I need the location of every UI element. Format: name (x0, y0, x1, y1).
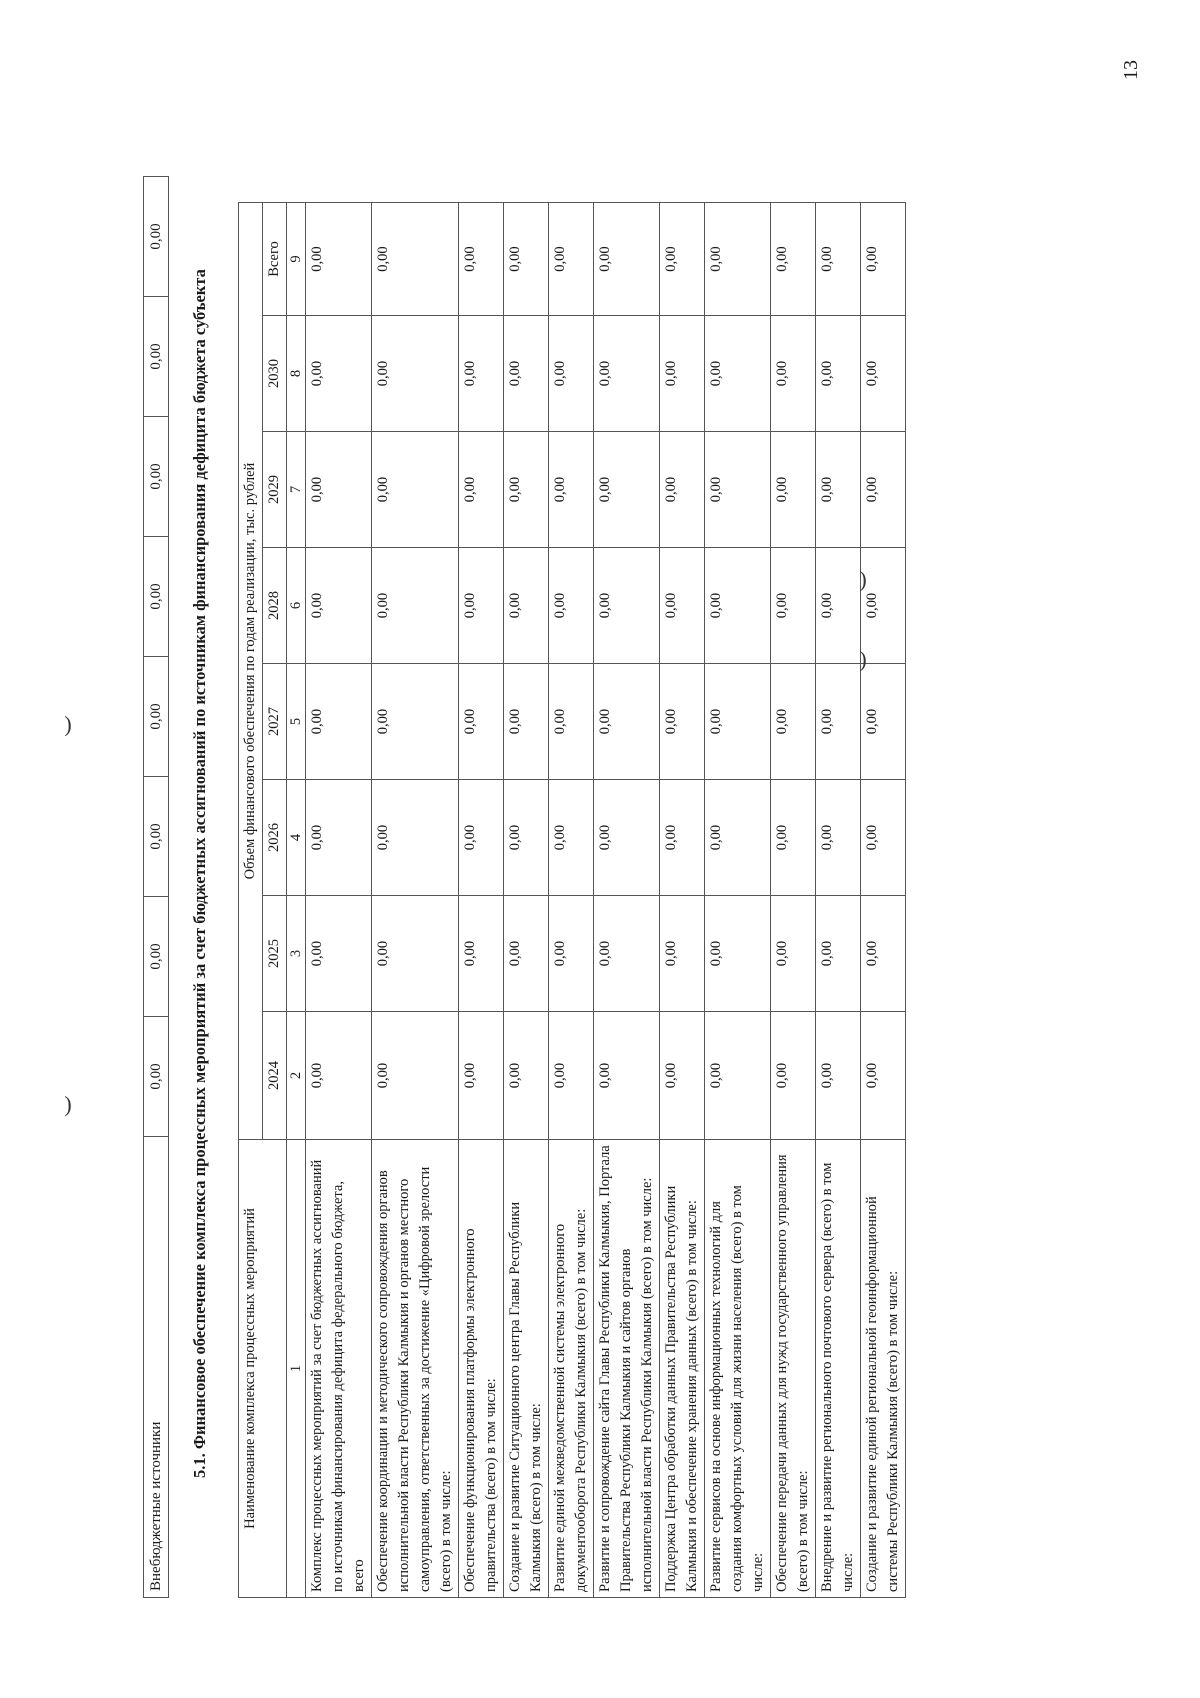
row-value: 0,00 (705, 896, 771, 1012)
row-value: 0,00 (705, 203, 771, 316)
row-value: 0,00 (459, 548, 504, 664)
row-value: 0,00 (705, 316, 771, 432)
row-value: 0,00 (459, 780, 504, 896)
row-value: 0,00 (459, 664, 504, 780)
row-name: Комплекс процессных мероприятий за счет бюджетных ассигнований по источникам финансирования дефицита федерального бюджета, всего (306, 1140, 372, 1598)
row-value: 0,00 (861, 1012, 906, 1140)
row-value: 0,00 (594, 1012, 660, 1140)
row-value: 0,00 (549, 203, 594, 316)
row-name: Развитие сервисов на основе информационных технологий для создания комфортных условий для жизни населения (всего) в том числе: (705, 1140, 771, 1598)
row-value: 0,00 (660, 1012, 705, 1140)
row-value: 0,00 (306, 1012, 372, 1140)
section-heading: 5.1. Финансовое обеспечение комплекса процессных мероприятий за счет бюджетных ассигнований по источникам финансирования дефицита бюджета субъекта (190, 269, 209, 1478)
row-value: 0,00 (459, 1012, 504, 1140)
row-value: 0,00 (816, 1012, 861, 1140)
table-row (459, 203, 504, 1598)
row-value: 0,00 (459, 896, 504, 1012)
row-value: 0,00 (372, 432, 459, 548)
row-value: 0,00 (504, 664, 549, 780)
column-index: 1 (287, 1140, 306, 1598)
row-value: 0,00 (660, 432, 705, 548)
table-row (372, 203, 459, 1598)
row-name: Создание и развитие единой региональной геоинформационной системы Республики Калмыкия (всего) в том числе: (861, 1140, 906, 1598)
row-name: Обеспечение координации и методического сопровождения органов исполнительной власти Республики Калмыкия и органов местного самоуправления, ответственных за достижение «Цифровой зрелости (всего) в том числе: (372, 1140, 459, 1598)
row-value: 0,00 (459, 432, 504, 548)
row-value: 0,00 (306, 432, 372, 548)
year-header: 2024 (263, 1012, 287, 1140)
row-value: 0,00 (771, 1012, 816, 1140)
row-value: 0,00 (816, 316, 861, 432)
row-value: 0,00 (771, 432, 816, 548)
row-value: 0,00 (816, 664, 861, 780)
scan-mark: ) (64, 1091, 72, 1117)
year-header: Всего (263, 203, 287, 316)
row-value: 0,00 (816, 432, 861, 548)
row-value: 0,00 (861, 203, 906, 316)
row-value: 0,00 (372, 1012, 459, 1140)
row-value: 0,00 (771, 896, 816, 1012)
row-value: 0,00 (594, 203, 660, 316)
row-value: 0,00 (504, 1012, 549, 1140)
row-value: 0,00 (306, 780, 372, 896)
row-value: 0,00 (549, 1012, 594, 1140)
row-value: 0,00 (504, 780, 549, 896)
row-value: 0,00 (549, 432, 594, 548)
row-name: Развитие и сопровождение сайта Главы Республики Калмыкия, Портала Правительства Республики Калмыкия и сайтов органов исполнительной власти Республики Калмыкия (всего) в том числе: (594, 1140, 660, 1598)
scan-mark: ) (64, 711, 72, 737)
row-value: 0,00 (549, 316, 594, 432)
scan-mark: ) (859, 646, 867, 672)
row-value: 0,00 (771, 548, 816, 664)
header-name: Наименование комплекса процессных мероприятий (239, 1140, 287, 1598)
table-row (594, 203, 660, 1598)
year-header: 2030 (263, 316, 287, 432)
table-row (504, 203, 549, 1598)
scan-mark: ) (859, 566, 867, 592)
row-value: 0,00 (771, 664, 816, 780)
off-budget-value: 0,00 (144, 537, 169, 657)
row-value: 0,00 (594, 664, 660, 780)
off-budget-value: 0,00 (144, 297, 169, 417)
row-value: 0,00 (504, 548, 549, 664)
row-value: 0,00 (705, 780, 771, 896)
row-value: 0,00 (549, 780, 594, 896)
row-value: 0,00 (705, 432, 771, 548)
row-value: 0,00 (594, 780, 660, 896)
row-value: 0,00 (594, 548, 660, 664)
table-row (771, 203, 816, 1598)
row-value: 0,00 (459, 203, 504, 316)
row-value: 0,00 (861, 780, 906, 896)
row-value: 0,00 (660, 203, 705, 316)
row-value: 0,00 (771, 203, 816, 316)
off-budget-value: 0,00 (144, 1017, 169, 1137)
off-budget-row (143, 176, 169, 1598)
year-header: 2028 (263, 548, 287, 664)
row-value: 0,00 (594, 316, 660, 432)
row-value: 0,00 (594, 896, 660, 1012)
row-value: 0,00 (660, 548, 705, 664)
row-value: 0,00 (372, 548, 459, 664)
row-value: 0,00 (660, 316, 705, 432)
year-header: 2026 (263, 780, 287, 896)
row-value: 0,00 (372, 203, 459, 316)
financing-table (238, 202, 906, 1598)
row-value: 0,00 (372, 664, 459, 780)
table-row (549, 203, 594, 1598)
row-name: Развитие единой межведомственной системы электронного документооборота Республики Калмыкия (всего) в том числе: (549, 1140, 594, 1598)
row-value: 0,00 (861, 548, 906, 664)
year-header: 2029 (263, 432, 287, 548)
row-value: 0,00 (504, 203, 549, 316)
row-name: Внедрение и развитие регионального почтового сервера (всего) в том числе: (816, 1140, 861, 1598)
column-index: 9 (287, 203, 306, 316)
column-index: 3 (287, 896, 306, 1012)
row-value: 0,00 (816, 780, 861, 896)
row-value: 0,00 (306, 203, 372, 316)
row-value: 0,00 (816, 896, 861, 1012)
row-name: Обеспечение передачи данных для нужд государственного управления (всего) в том числе: (771, 1140, 816, 1598)
row-value: 0,00 (705, 1012, 771, 1140)
column-index: 5 (287, 664, 306, 780)
row-value: 0,00 (372, 896, 459, 1012)
off-budget-label: Внебюджетные источники (144, 1137, 169, 1598)
row-value: 0,00 (372, 316, 459, 432)
year-header: 2027 (263, 664, 287, 780)
row-value: 0,00 (660, 780, 705, 896)
row-value: 0,00 (771, 316, 816, 432)
row-value: 0,00 (660, 896, 705, 1012)
row-value: 0,00 (771, 780, 816, 896)
column-index: 2 (287, 1012, 306, 1140)
row-value: 0,00 (549, 548, 594, 664)
row-value: 0,00 (306, 896, 372, 1012)
row-value: 0,00 (660, 664, 705, 780)
off-budget-value: 0,00 (144, 657, 169, 777)
row-value: 0,00 (372, 780, 459, 896)
off-budget-value: 0,00 (144, 777, 169, 897)
table-row (660, 203, 705, 1598)
row-value: 0,00 (504, 432, 549, 548)
row-name: Обеспечение функционирования платформы электронного правительства (всего) в том числе: (459, 1140, 504, 1598)
row-value: 0,00 (504, 896, 549, 1012)
row-value: 0,00 (306, 664, 372, 780)
column-index: 6 (287, 548, 306, 664)
column-index: 7 (287, 432, 306, 548)
row-value: 0,00 (549, 896, 594, 1012)
column-index: 8 (287, 316, 306, 432)
row-value: 0,00 (504, 316, 549, 432)
row-value: 0,00 (861, 432, 906, 548)
row-value: 0,00 (861, 896, 906, 1012)
table-row (816, 203, 861, 1598)
off-budget-value: 0,00 (144, 417, 169, 537)
row-name: Поддержка Центра обработки данных Правительства Республики Калмыкия и обеспечение хранения данных (всего) в том числе: (660, 1140, 705, 1598)
table-row (306, 203, 372, 1598)
row-value: 0,00 (816, 203, 861, 316)
off-budget-value: 0,00 (144, 177, 169, 297)
row-value: 0,00 (594, 432, 660, 548)
off-budget-value: 0,00 (144, 897, 169, 1017)
page-number: 13 (1120, 60, 1142, 80)
year-header: 2025 (263, 896, 287, 1012)
row-value: 0,00 (306, 548, 372, 664)
header-group: Объем финансового обеспечения по годам реализации, тыс. рублей (239, 203, 263, 1140)
row-value: 0,00 (705, 548, 771, 664)
row-value: 0,00 (549, 664, 594, 780)
row-value: 0,00 (816, 548, 861, 664)
table-row (861, 203, 906, 1598)
row-value: 0,00 (861, 316, 906, 432)
table-row (705, 203, 771, 1598)
column-index: 4 (287, 780, 306, 896)
row-value: 0,00 (705, 664, 771, 780)
row-value: 0,00 (459, 316, 504, 432)
row-name: Создание и развитие Ситуационного центра Главы Республики Калмыкия (всего) в том числе: (504, 1140, 549, 1598)
row-value: 0,00 (306, 316, 372, 432)
row-value: 0,00 (861, 664, 906, 780)
